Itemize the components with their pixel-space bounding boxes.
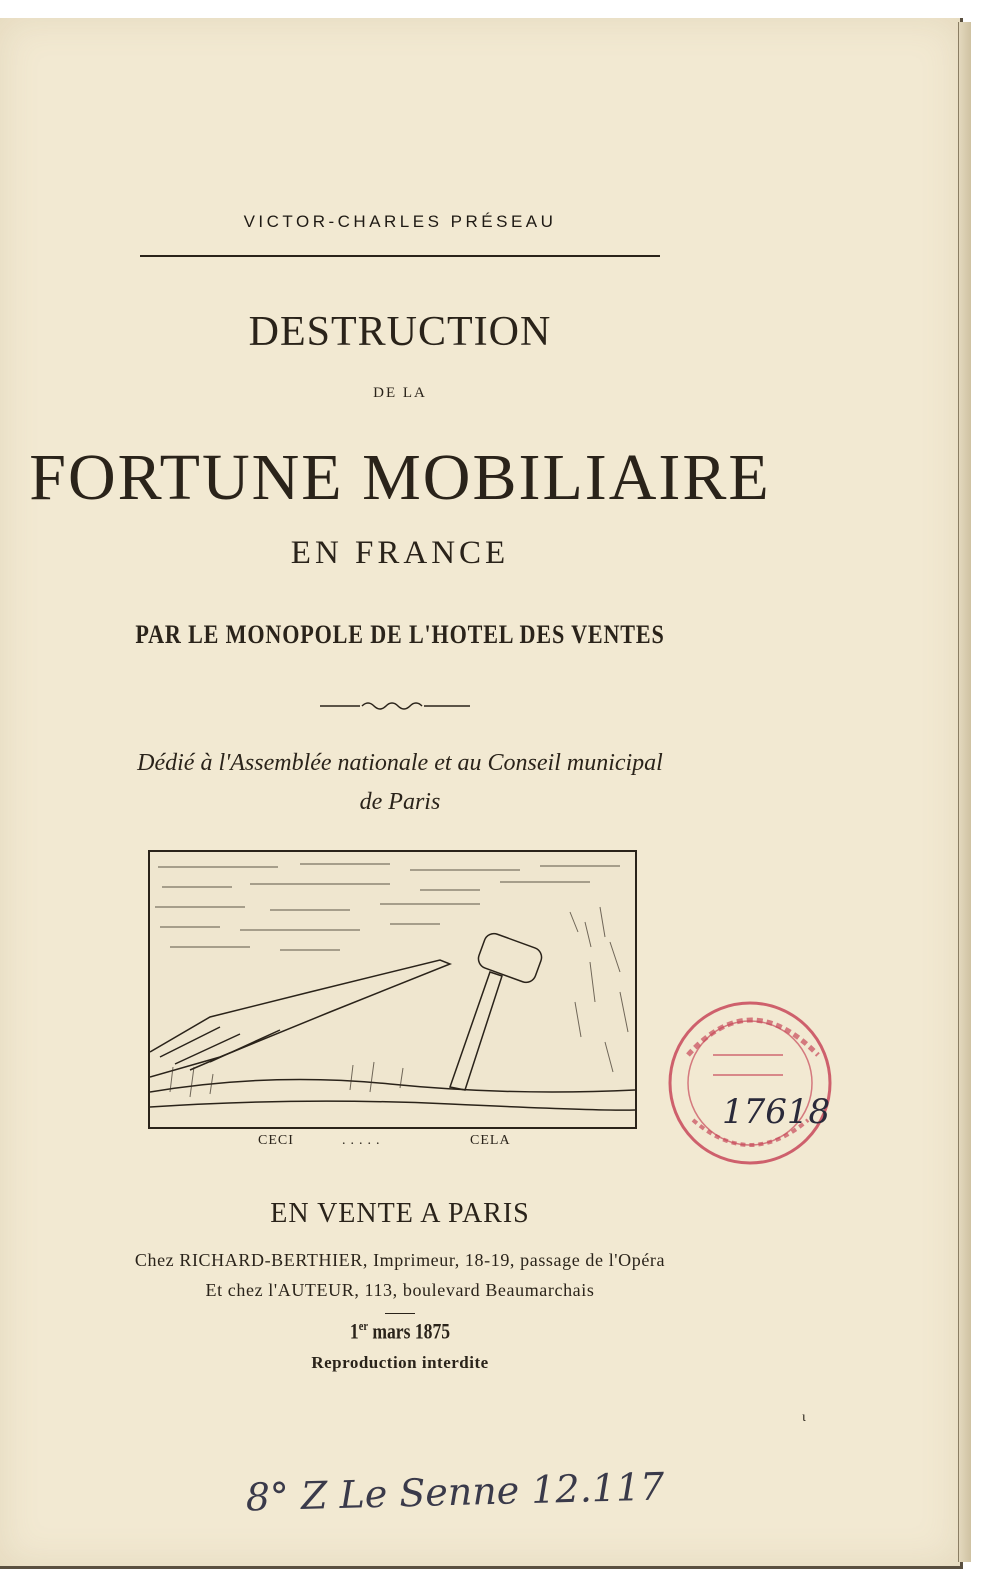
handwritten-call-number: 8° Z Le Senne 12.117: [245, 1464, 665, 1520]
library-stamp: [658, 995, 858, 1170]
dedication-line-1: Dédié à l'Assemblée nationale et au Conseil municipal: [137, 750, 663, 776]
ornament-divider: [320, 699, 470, 713]
engraving-illustration: [148, 850, 637, 1129]
caption-cela: CELA: [470, 1133, 511, 1148]
caption-dots: .....: [342, 1133, 385, 1148]
title-line-1: DESTRUCTION: [248, 309, 552, 355]
dedication-line-2: de Paris: [359, 789, 441, 815]
caption-ceci: CECI: [258, 1133, 294, 1148]
title-line-3: FORTUNE MOBILIAIRE: [29, 441, 771, 514]
title-line-4: EN FRANCE: [290, 535, 510, 571]
author-rule: [140, 255, 660, 257]
stamp-handwritten-number: 17618: [722, 1092, 831, 1132]
author-name: VICTOR-CHARLES PRÉSEAU: [243, 212, 557, 231]
title-line-5: PAR LE MONOPOLE DE L'HOTEL DES VENTES: [135, 620, 665, 649]
reproduction-notice: Reproduction interdite: [311, 1353, 489, 1372]
publication-date: 1er mars 1875: [349, 1318, 451, 1344]
ink-speck: ι: [802, 1410, 806, 1425]
title-line-2: DE LA: [373, 385, 427, 401]
page-edge: [958, 22, 971, 1562]
address-line-2: Et chez l'AUTEUR, 113, boulevard Beaumarchais: [205, 1280, 595, 1300]
address-line-1: Chez RICHARD-BERTHIER, Imprimeur, 18-19, passage de l'Opéra: [134, 1250, 666, 1270]
small-rule: [385, 1313, 415, 1314]
sale-heading: EN VENTE A PARIS: [270, 1198, 530, 1229]
